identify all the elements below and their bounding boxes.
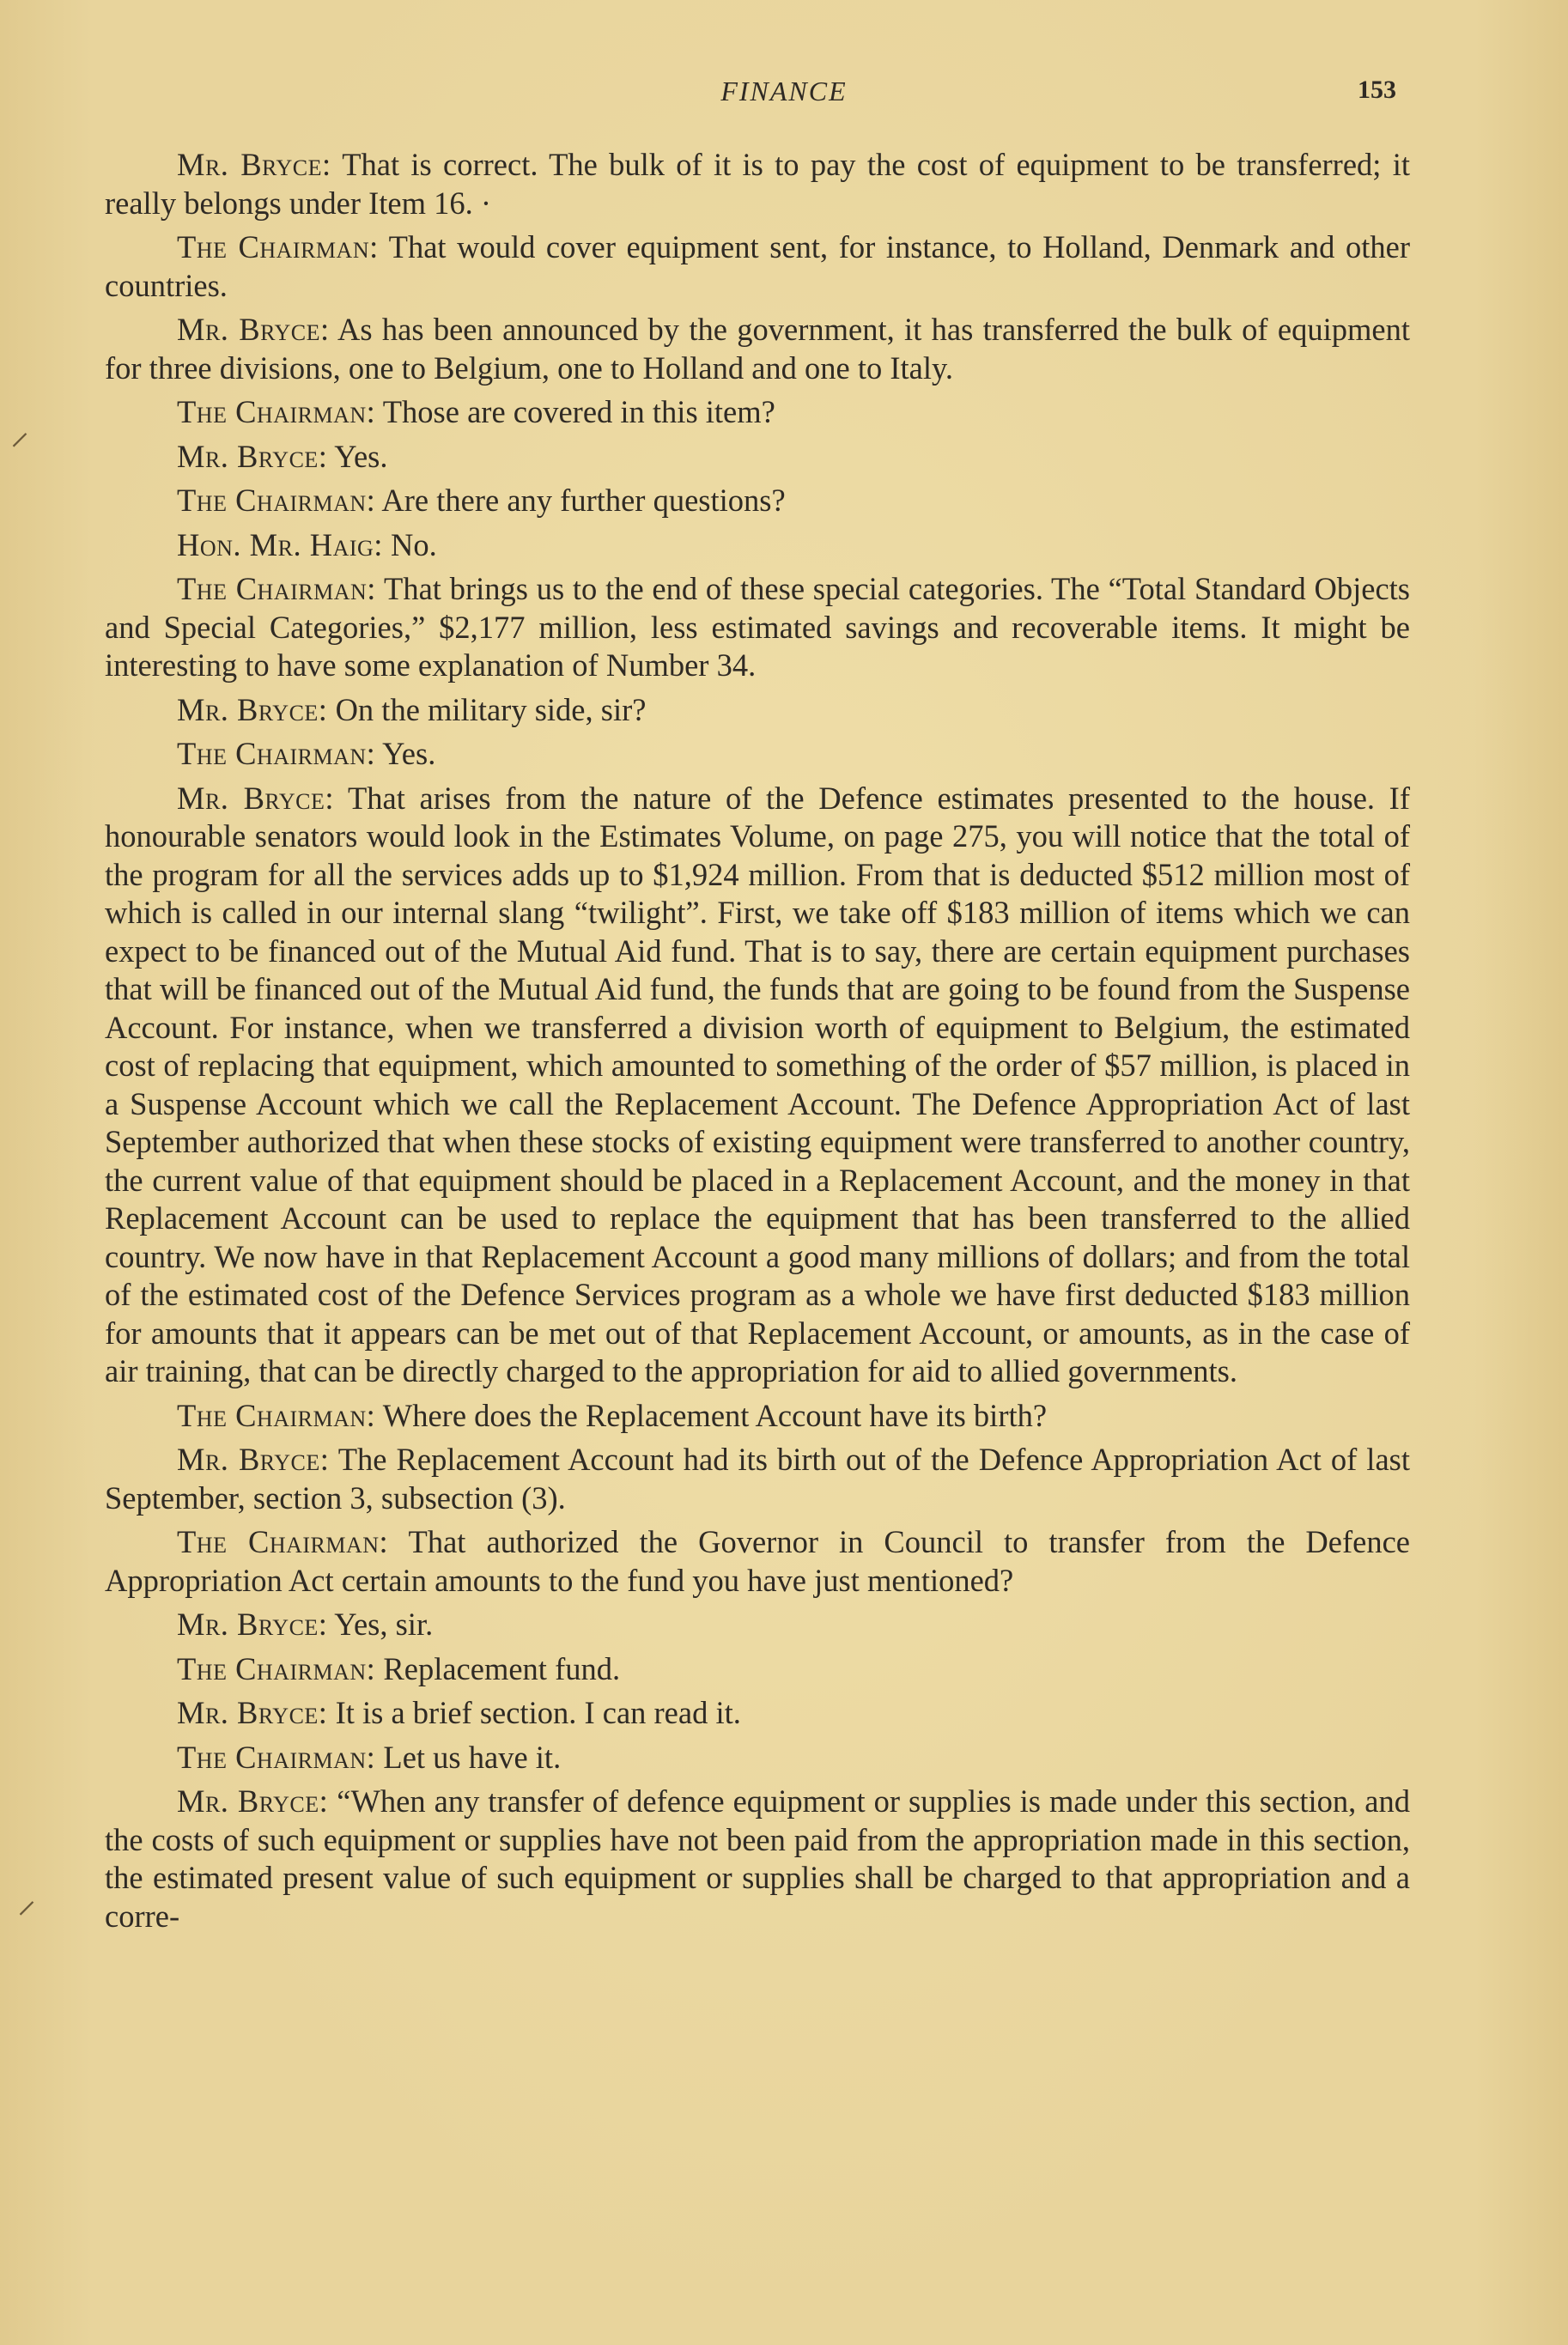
speech-text: Yes.: [382, 736, 436, 771]
speech-text: That brings us to the end of these special categories. The “Total Standard Objects and Special Categories,” $2,177 million, less estimated savings and recoverable items. It might be interesting to have some explanation of Number 34.: [105, 571, 1411, 683]
speech-text: It is a brief section. I can read it.: [335, 1695, 741, 1730]
speaker-name: Mr. Bryce:: [177, 691, 328, 727]
paragraph: [105, 1606, 1410, 1644]
speaker-name: Mr. Bryce:: [177, 780, 334, 816]
speech-text: That arises from the nature of the Defence estimates presented to the house. If honourable senators would look in the Estimates Volume, on page 275, you will notice that the total of the program for all the services adds up to $1,924 million. From that is deducted $512 million most of which is called in our internal slang “twilight”. First, we take off $183 million of items which we can expect to be financed out of the Mutual Aid fund. That is to say, there are certain equipment purchases that will be financed out of the Mutual Aid fund, the funds that are going to be found from the Suspense Account. For instance, when we transferred a division worth of equipment to Belgium, the estimated cost of replacing that equipment, which amounted to something of the order of $57 million, is placed in a Suspense Account which we call the Replacement Account. The Defence Appropriation Act of last September authorized that when these stocks of existing equipment were transferred to another country, the current value of that equipment should be placed in a Replacement Account, and the money in that Replacement Account can be used to replace the equipment that has been transferred to the allied country. We now have in that Replacement Account a good many millions of dollars; and from the total of the estimated cost of the Defence Services program as a whole we have first deducted $183 million for amounts that it appears can be met out of that Replacement Account, or amounts, as in the case of air training, that can be directly charged to the appropriation for aid to allied governments.: [105, 780, 1410, 1388]
speech-text: As has been announced by the government, it has transferred the bulk of equipment for three divisions, one to Belgium, one to Holland and one to Italy.: [105, 312, 1410, 386]
transcript-body: [105, 146, 1410, 1941]
speaker-name: The Chairman:: [177, 1524, 389, 1559]
page-header: [0, 76, 1568, 127]
speech-text: That is correct. The bulk of it is to pay the cost of equipment to be transferred; it really belongs under Item 16. ·: [105, 147, 1410, 221]
paragraph: [105, 482, 1410, 520]
speech-text: That authorized the Governor in Council to transfer from the Defence Appropriation Act certain amounts to the fund you have just mentioned?: [105, 1524, 1411, 1598]
speaker-name: Mr. Bryce:: [177, 1607, 328, 1642]
paragraph: [105, 1694, 1410, 1733]
speaker-name: The Chairman:: [177, 571, 376, 606]
speech-text: On the military side, sir?: [335, 691, 647, 727]
paragraph: [105, 691, 1410, 730]
page-number: 153: [1358, 76, 1396, 104]
speech-text: No.: [391, 526, 437, 562]
paragraph: [105, 570, 1410, 685]
speech-text: Those are covered in this item?: [382, 394, 775, 429]
speaker-name: The Chairman:: [177, 229, 379, 264]
paragraph: [105, 1739, 1410, 1777]
speech-text: Let us have it.: [383, 1739, 562, 1775]
speech-text: “When any transfer of defence equipment or supplies is made under this section, and the costs of such equipment or supplies have not been paid from the appropriation made in this section, the estimated present value of such equipment or supplies shall be charged to that appropriation and a corre-: [105, 1783, 1410, 1934]
speaker-name: The Chairman:: [177, 1739, 376, 1775]
paragraph: [105, 228, 1410, 305]
paragraph: [105, 780, 1410, 1391]
paragraph: [105, 311, 1410, 387]
speaker-name: Hon. Mr. Haig:: [177, 526, 383, 562]
speaker-name: The Chairman:: [177, 1650, 376, 1686]
speaker-name: The Chairman:: [177, 394, 376, 429]
speaker-name: The Chairman:: [177, 1397, 376, 1433]
speech-text: Where does the Replacement Account have its birth?: [382, 1397, 1048, 1433]
speech-text: The Replacement Account had its birth out of the Defence Appropriation Act of last September, section 3, subsection (3).: [105, 1442, 1410, 1516]
speaker-name: Mr. Bryce:: [177, 312, 330, 347]
speech-text: Are there any further questions?: [381, 483, 786, 518]
paragraph: [105, 526, 1410, 565]
speech-text: Yes, sir.: [334, 1607, 434, 1642]
paragraph: [105, 146, 1410, 222]
speech-text: Replacement fund.: [383, 1650, 621, 1686]
speaker-name: Mr. Bryce:: [177, 1695, 328, 1730]
paragraph: [105, 1650, 1410, 1689]
paragraph: [105, 1783, 1410, 1935]
speech-text: Yes.: [334, 438, 388, 474]
paragraph: [105, 735, 1410, 774]
speaker-name: The Chairman:: [177, 483, 376, 518]
paragraph: [105, 438, 1410, 477]
margin-pencil-mark: ⸝: [10, 410, 29, 453]
speaker-name: The Chairman:: [177, 736, 376, 771]
margin-pencil-mark: ⸝: [17, 1879, 36, 1921]
running-title: FINANCE: [720, 76, 848, 106]
paragraph: [105, 1397, 1410, 1436]
speaker-name: Mr. Bryce:: [177, 1783, 329, 1819]
speaker-name: Mr. Bryce:: [177, 1442, 330, 1477]
paragraph: [105, 1523, 1410, 1600]
speaker-name: Mr. Bryce:: [177, 147, 331, 182]
speech-text: That would cover equipment sent, for instance, to Holland, Denmark and other countries.: [105, 229, 1410, 303]
paragraph: [105, 393, 1410, 432]
speaker-name: Mr. Bryce:: [177, 438, 328, 474]
paragraph: [105, 1441, 1410, 1517]
